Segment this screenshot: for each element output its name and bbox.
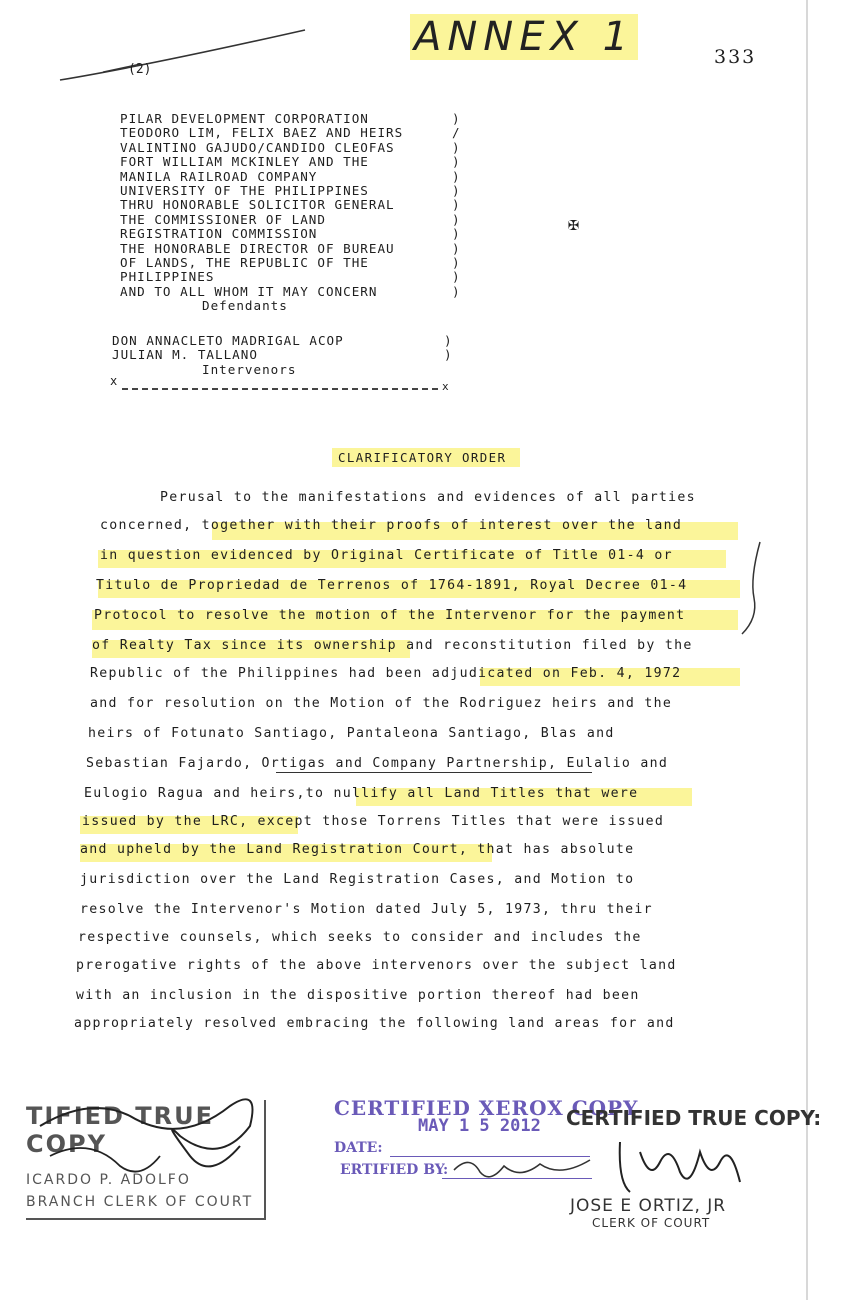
caption-line: AND TO ALL WHOM IT MAY CONCERN bbox=[120, 283, 378, 299]
xerox-stamp-date: MAY 1 5 2012 bbox=[418, 1116, 541, 1136]
order-title: CLARIFICATORY ORDER bbox=[332, 448, 520, 467]
body-line: Protocol to resolve the motion of the Intervenor for the payment bbox=[94, 608, 686, 623]
body-line: Sebastian Fajardo, Ortigas and Company Partnership, Eulalio and bbox=[86, 756, 669, 771]
caption-line: DON ANNACLETO MADRIGAL ACOP bbox=[112, 333, 344, 348]
annex-text: ANNEX 1 bbox=[410, 14, 638, 60]
page-number-right: 333 bbox=[714, 46, 757, 68]
body-line: resolve the Intervenor's Motion dated July 5, 1973, thru their bbox=[80, 902, 653, 917]
body-line: prerogative rights of the above intervenors over the subject land bbox=[76, 958, 677, 973]
left-signature-scribble bbox=[30, 1086, 270, 1196]
right-signature-scribble bbox=[600, 1132, 750, 1202]
caption-line: REGISTRATION COMMISSION bbox=[120, 226, 318, 242]
body-line: respective counsels, which seeks to consider and includes the bbox=[78, 930, 642, 945]
certified-by-label: ERTIFIED BY: bbox=[340, 1162, 449, 1178]
caption-line: PHILIPPINES bbox=[120, 269, 215, 285]
annex-label bbox=[410, 14, 638, 60]
body-line: heirs of Fotunato Santiago, Pantaleona Santiago, Blas and bbox=[88, 726, 615, 741]
right-stamp-name: JOSE E ORTIZ, JR bbox=[570, 1196, 727, 1216]
right-stamp-title: CERTIFIED TRUE COPY: bbox=[566, 1106, 822, 1130]
left-stamp-title: TIFIED TRUE COPY bbox=[26, 1102, 215, 1158]
left-stamp-office: BRANCH CLERK OF COURT bbox=[26, 1194, 254, 1210]
date-label: DATE: bbox=[334, 1140, 383, 1156]
margin-pen-mark bbox=[738, 538, 768, 638]
body-line: concerned, together with their proofs of interest over the land bbox=[100, 518, 683, 533]
body-line: Titulo de Propriedad de Terrenos of 1764-1891, Royal Decree 01-4 bbox=[96, 578, 688, 593]
caption-line: UNIVERSITY OF THE PHILIPPINES bbox=[120, 183, 369, 199]
body-line: and upheld by the Land Registration Court, that has absolute bbox=[80, 842, 635, 857]
caption-line: TEODORO LIM, FELIX BAEZ AND HEIRS bbox=[120, 125, 404, 141]
caption-line: FORT WILLIAM MCKINLEY AND THE bbox=[120, 154, 369, 170]
xerox-stamp-title: CERTIFIED XEROX COPY bbox=[334, 1096, 639, 1120]
intervenors-label: Intervenors bbox=[202, 361, 297, 377]
body-line: in question evidenced by Original Certificate of Title 01-4 or bbox=[100, 548, 673, 563]
body-line: of Realty Tax since its ownership and reconstitution filed by the bbox=[92, 638, 693, 653]
body-line: Republic of the Philippines had been adjudicated on Feb. 4, 1972 bbox=[90, 666, 682, 681]
body-line: Eulogio Ragua and heirs,to nullify all Land Titles that were bbox=[84, 786, 639, 801]
body-line: and for resolution on the Motion of the Rodriguez heirs and the bbox=[90, 696, 673, 711]
ortigas-underline bbox=[276, 772, 592, 773]
header-pen-stroke bbox=[55, 28, 315, 88]
body-line: Perusal to the manifestations and evidences of all parties bbox=[160, 490, 696, 505]
caption-line: OF LANDS, THE REPUBLIC OF THE bbox=[120, 255, 369, 271]
caption-line: THE COMMISSIONER OF LAND bbox=[120, 211, 326, 227]
page-edge bbox=[806, 0, 808, 1300]
caption-line: JULIAN M. TALLANO bbox=[112, 347, 258, 363]
caption-divider bbox=[122, 388, 438, 390]
page-number-left: (2) bbox=[128, 62, 152, 77]
caption-x-left: x bbox=[110, 374, 118, 388]
intervenors-caption bbox=[112, 334, 344, 377]
body-line: appropriately resolved embracing the following land areas for and bbox=[74, 1016, 675, 1031]
caption-line: THRU HONORABLE SOLICITOR GENERAL bbox=[120, 197, 395, 213]
right-stamp-office: CLERK OF COURT bbox=[592, 1216, 711, 1230]
intervenor-brackets: ) ) bbox=[444, 333, 452, 363]
caption-brackets: ) / ) ) ) ) ) ) ) ) ) ) ) bbox=[452, 111, 460, 299]
body-line: issued by the LRC, except those Torrens Titles that were issued bbox=[82, 814, 665, 829]
defendants-caption bbox=[120, 112, 403, 314]
caption-line: MANILA RAILROAD COMPANY bbox=[120, 168, 318, 184]
stray-mark: ✠ bbox=[568, 214, 579, 235]
left-stamp-name: ICARDO P. ADOLFO bbox=[26, 1172, 191, 1188]
caption-line: PILAR DEVELOPMENT CORPORATION bbox=[120, 111, 369, 126]
body-line: jurisdiction over the Land Registration Cases, and Motion to bbox=[80, 872, 635, 887]
caption-x-right: x bbox=[442, 380, 449, 393]
caption-line: VALINTINO GAJUDO/CANDIDO CLEOFAS bbox=[120, 139, 395, 155]
defendants-label: Defendants bbox=[202, 298, 288, 314]
center-signature-scribble bbox=[450, 1150, 600, 1190]
caption-line: THE HONORABLE DIRECTOR OF BUREAU bbox=[120, 240, 395, 256]
body-line: with an inclusion in the dispositive portion thereof had been bbox=[76, 988, 640, 1003]
